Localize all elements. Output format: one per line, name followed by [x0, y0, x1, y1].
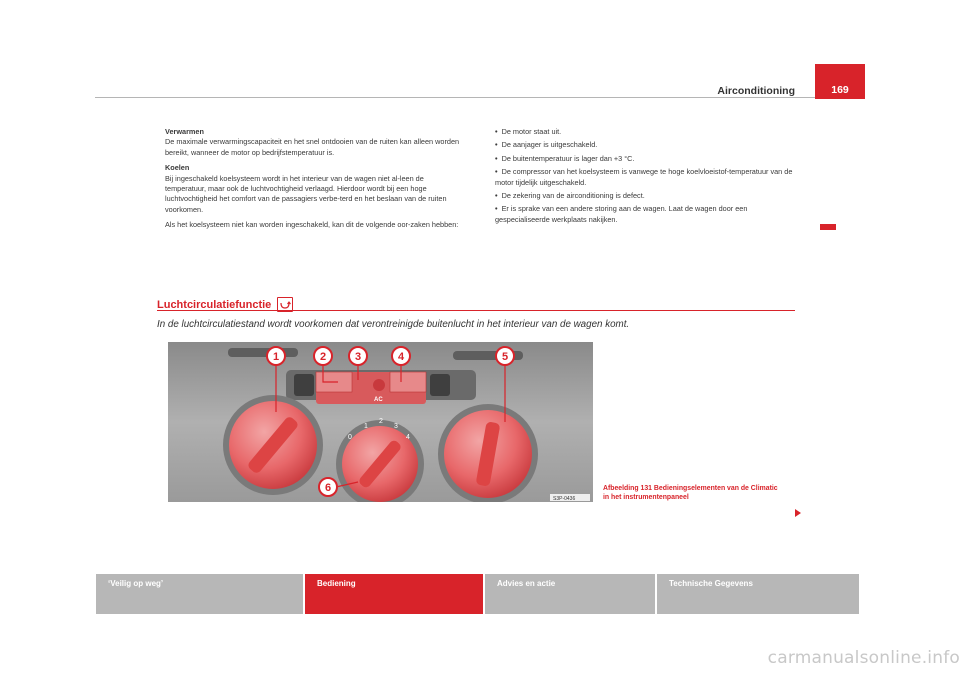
svg-text:4: 4 — [397, 351, 405, 363]
left-text-column — [165, 127, 465, 231]
heading-verwarmen: Verwarmen — [165, 127, 204, 136]
footer-tab-advies-en-actie[interactable]: Advies en actie — [485, 574, 655, 614]
svg-text:6: 6 — [324, 482, 332, 494]
paragraph-causes: Als het koelsysteem niet kan worden ingeschakeld, kan dit de volgende oor-zaken hebben: — [165, 220, 459, 230]
bullet-item: • De aanjager is uitgeschakeld. — [495, 140, 598, 150]
section-title-text: Luchtcirculatiefunctie — [157, 298, 272, 311]
caption-line-2: in het instrumentenpaneel — [603, 493, 689, 501]
bullet-item: • De zekering van de airconditioning is defect. — [495, 191, 645, 201]
bullet-dot-icon: • — [495, 127, 498, 136]
svg-text:5: 5 — [501, 351, 509, 363]
footer-tab-veilig-op-weg[interactable]: ‘Veilig op weg’ — [96, 574, 303, 614]
footer-tab-technische-gegevens[interactable]: Technische Gegevens — [657, 574, 859, 614]
fan-scale-0: 0 — [348, 434, 352, 441]
fan-scale-2: 2 — [379, 418, 383, 425]
svg-text:2: 2 — [319, 351, 327, 363]
bullet-dot-icon: • — [495, 204, 498, 214]
svg-text:1: 1 — [272, 351, 280, 363]
recirculation-button — [390, 372, 426, 392]
continue-arrow-icon — [795, 509, 801, 517]
bullet-dot-icon: • — [495, 140, 498, 150]
paragraph-verwarmen: De maximale verwarmingscapaciteit en het snel ontdooien van de ruiten kan alleen worden bereikt, wanneer de motor op bedrijfstemperatuur is. — [165, 137, 460, 157]
ac-button — [373, 379, 385, 391]
left-slider — [294, 374, 314, 396]
page-header-title: Airconditioning — [717, 85, 795, 97]
bullet-item: • De compressor van het koelsysteem is vanwege te hoge koelvloeistof-temperatuur van de motor tijdelijk uitgeschakeld. — [495, 167, 793, 187]
section-end-square-icon — [820, 224, 836, 230]
section-rule — [157, 310, 795, 311]
bullet-item: • Er is sprake van een andere storing aan de wagen. Laat de wagen door een gespecialiseerde werkplaats nakijken. — [495, 204, 748, 224]
footer-tabs — [96, 574, 859, 614]
ac-label: AC — [374, 397, 383, 403]
right-bullet-column — [495, 127, 795, 228]
figure-code: S3P-0436 — [553, 496, 576, 502]
fan-scale-1: 1 — [364, 423, 368, 430]
bullet-item: • De buitentemperatuur is lager dan +3 °C. — [495, 153, 635, 163]
paragraph-koelen: Bij ingeschakeld koelsysteem wordt in het interieur van de wagen niet al-leen de temperatuur, maar ook de luchtvochtigheid verlaagd. Hierdoor wordt bij een hoge luchtvochtigheid het comfort van de passagiers verbe-terd en het beslaan van de ruiten voorkomen. — [165, 173, 447, 214]
bullet-dot-icon: • — [495, 153, 498, 163]
caption-line-1: Afbeelding 131 Bedieningselementen van de Climatic — [603, 485, 778, 492]
fan-scale-4: 4 — [406, 434, 410, 441]
bullet-item: • De motor staat uit. — [495, 127, 562, 136]
heading-koelen: Koelen — [165, 163, 190, 173]
fan-scale-3: 3 — [394, 423, 398, 430]
climatic-panel-figure — [168, 342, 593, 502]
bullet-dot-icon: • — [495, 167, 498, 177]
footer-tab-bediening[interactable]: Bediening — [305, 574, 483, 614]
page-number-tab — [815, 64, 865, 99]
page-number: 169 — [831, 84, 849, 96]
svg-text:3: 3 — [354, 351, 362, 363]
figure-caption — [603, 485, 813, 502]
watermark: carmanualsonline.info — [767, 648, 960, 668]
bullet-dot-icon: • — [495, 191, 498, 201]
right-slider — [430, 374, 450, 396]
header-rule — [95, 97, 815, 98]
air-vent-left — [228, 348, 298, 357]
section-intro: In de luchtcirculatiestand wordt voorkomen dat verontreinigde buitenlucht in het interieur van de wagen komt. — [157, 319, 630, 330]
